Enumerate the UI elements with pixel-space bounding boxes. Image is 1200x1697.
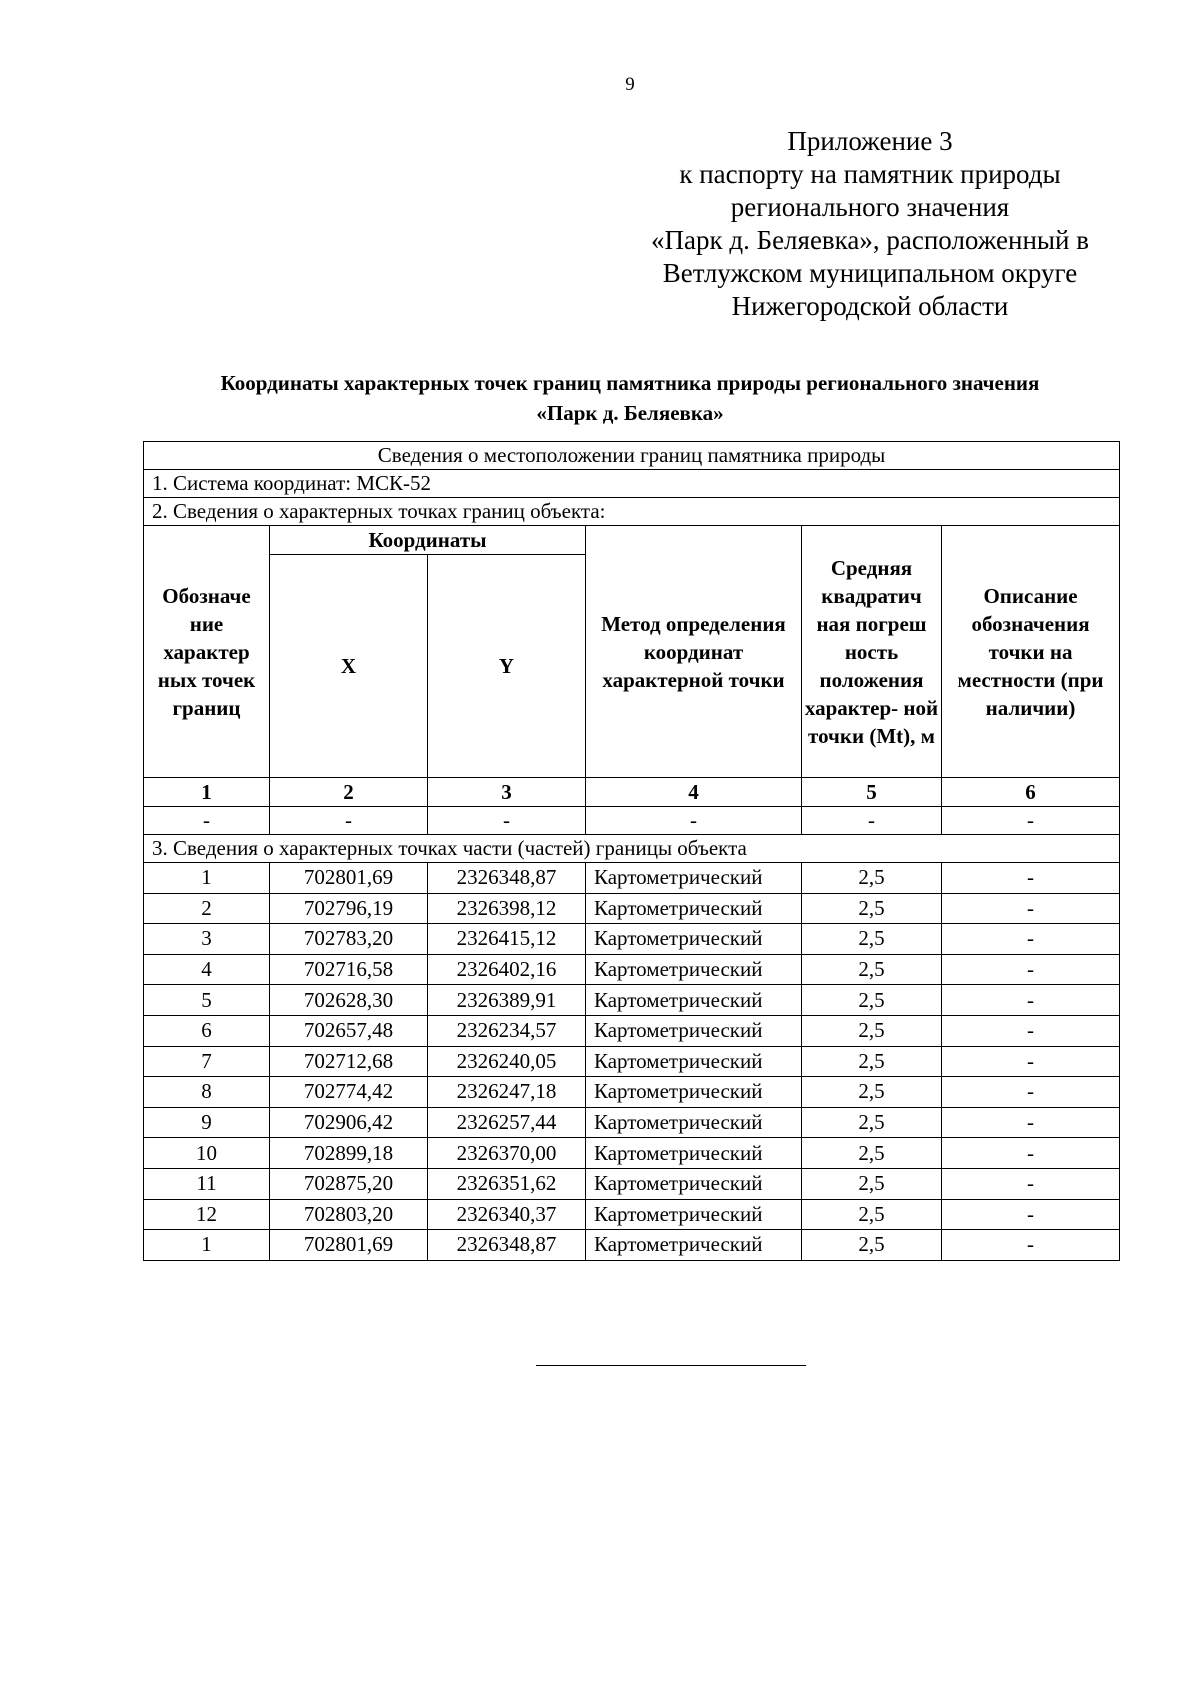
table-row <box>144 1046 1120 1077</box>
y-coordinate-cell: 2326389,91 <box>428 985 586 1016</box>
description-cell: - <box>942 1199 1120 1230</box>
empty-cell: - <box>802 807 942 835</box>
column-number: 4 <box>586 778 802 807</box>
error-cell: 2,5 <box>802 1015 942 1046</box>
method-cell: Картометрический <box>586 1168 802 1199</box>
table-row <box>144 863 1120 894</box>
appendix-line: Приложение 3 <box>787 126 953 156</box>
y-coordinate-cell: 2326415,12 <box>428 924 586 955</box>
point-number-cell: 6 <box>144 1015 270 1046</box>
appendix-line: к паспорту на памятник природы <box>679 159 1061 189</box>
appendix-line: Нижегородской области <box>731 291 1009 321</box>
method-cell: Картометрический <box>586 985 802 1016</box>
table-row <box>144 1077 1120 1108</box>
description-cell: - <box>942 1230 1120 1261</box>
empty-cell: - <box>428 807 586 835</box>
error-cell: 2,5 <box>802 1168 942 1199</box>
title-line: «Парк д. Беляевка» <box>536 401 724 425</box>
empty-cell: - <box>144 807 270 835</box>
method-cell: Картометрический <box>586 1107 802 1138</box>
y-coordinate-cell: 2326351,62 <box>428 1168 586 1199</box>
description-cell: - <box>942 924 1120 955</box>
empty-cell: - <box>942 807 1120 835</box>
point-number-cell: 8 <box>144 1077 270 1108</box>
point-number-cell: 11 <box>144 1168 270 1199</box>
x-coordinate-cell: 702716,58 <box>270 954 428 985</box>
method-cell: Картометрический <box>586 1199 802 1230</box>
x-coordinate-cell: 702899,18 <box>270 1138 428 1169</box>
description-cell: - <box>942 954 1120 985</box>
y-coordinate-cell: 2326240,05 <box>428 1046 586 1077</box>
point-number-cell: 1 <box>144 863 270 894</box>
point-number-cell: 12 <box>144 1199 270 1230</box>
error-cell: 2,5 <box>802 924 942 955</box>
appendix-line: регионального значения <box>730 192 1010 222</box>
description-cell: - <box>942 1015 1120 1046</box>
method-cell: Картометрический <box>586 954 802 985</box>
method-cell: Картометрический <box>586 1046 802 1077</box>
y-coordinate-cell: 2326398,12 <box>428 893 586 924</box>
table-row <box>144 893 1120 924</box>
point-number-cell: 10 <box>144 1138 270 1169</box>
table-row <box>144 1168 1120 1199</box>
x-coordinate-cell: 702774,42 <box>270 1077 428 1108</box>
column-number: 2 <box>270 778 428 807</box>
y-coordinate-cell: 2326348,87 <box>428 863 586 894</box>
empty-cell: - <box>270 807 428 835</box>
y-coordinate-cell: 2326234,57 <box>428 1015 586 1046</box>
column-number: 6 <box>942 778 1120 807</box>
error-cell: 2,5 <box>802 1046 942 1077</box>
header-coordinates: Координаты <box>270 526 586 555</box>
table-row <box>144 954 1120 985</box>
section-3-row: 3. Сведения о характерных точках части (частей) границы объекта <box>144 835 1120 863</box>
x-coordinate-cell: 702803,20 <box>270 1199 428 1230</box>
error-cell: 2,5 <box>802 1230 942 1261</box>
description-cell: - <box>942 1077 1120 1108</box>
coordinates-table <box>143 441 1120 1261</box>
description-cell: - <box>942 985 1120 1016</box>
header-designation: Обозначе ние характер ных точек границ <box>144 526 270 778</box>
y-coordinate-cell: 2326348,87 <box>428 1230 586 1261</box>
table-caption: Сведения о местоположении границ памятника природы <box>144 442 1120 470</box>
appendix-line: Ветлужском муниципальном округе <box>662 258 1078 288</box>
table-row <box>144 1015 1120 1046</box>
error-cell: 2,5 <box>802 1138 942 1169</box>
point-number-cell: 9 <box>144 1107 270 1138</box>
table-row <box>144 985 1120 1016</box>
table-row <box>144 1138 1120 1169</box>
error-cell: 2,5 <box>802 1077 942 1108</box>
x-coordinate-cell: 702801,69 <box>270 1230 428 1261</box>
method-cell: Картометрический <box>586 1015 802 1046</box>
x-coordinate-cell: 702796,19 <box>270 893 428 924</box>
method-cell: Картометрический <box>586 1138 802 1169</box>
title-line: Координаты характерных точек границ памятника природы регионального значения <box>220 371 1040 395</box>
error-cell: 2,5 <box>802 893 942 924</box>
table-row <box>144 1107 1120 1138</box>
method-cell: Картометрический <box>586 1230 802 1261</box>
y-coordinate-cell: 2326370,00 <box>428 1138 586 1169</box>
description-cell: - <box>942 1046 1120 1077</box>
document-title <box>140 368 1120 428</box>
column-number: 1 <box>144 778 270 807</box>
y-coordinate-cell: 2326402,16 <box>428 954 586 985</box>
header-method: Метод определения координат характерной точки <box>586 526 802 778</box>
header-y: Y <box>428 555 586 778</box>
error-cell: 2,5 <box>802 863 942 894</box>
y-coordinate-cell: 2326340,37 <box>428 1199 586 1230</box>
data-rows <box>144 863 1120 1261</box>
x-coordinate-cell: 702628,30 <box>270 985 428 1016</box>
section-2-row: 2. Сведения о характерных точках границ объекта: <box>144 498 1120 526</box>
point-number-cell: 4 <box>144 954 270 985</box>
header-description: Описание обозначения точки на местности (при наличии) <box>942 526 1120 778</box>
appendix-line: «Парк д. Беляевка», расположенный в <box>650 225 1090 255</box>
point-number-cell: 2 <box>144 893 270 924</box>
coordinate-system-row: 1. Система координат: МСК-52 <box>144 470 1120 498</box>
point-number-cell: 7 <box>144 1046 270 1077</box>
description-cell: - <box>942 1107 1120 1138</box>
description-cell: - <box>942 1168 1120 1199</box>
method-cell: Картометрический <box>586 863 802 894</box>
appendix-heading <box>620 125 1120 323</box>
table-row <box>144 1199 1120 1230</box>
page-number: 9 <box>625 74 635 95</box>
y-coordinate-cell: 2326247,18 <box>428 1077 586 1108</box>
table-row <box>144 1230 1120 1261</box>
x-coordinate-cell: 702906,42 <box>270 1107 428 1138</box>
y-coordinate-cell: 2326257,44 <box>428 1107 586 1138</box>
x-coordinate-cell: 702875,20 <box>270 1168 428 1199</box>
header-x: X <box>270 555 428 778</box>
column-number: 3 <box>428 778 586 807</box>
description-cell: - <box>942 863 1120 894</box>
method-cell: Картометрический <box>586 924 802 955</box>
x-coordinate-cell: 702657,48 <box>270 1015 428 1046</box>
x-coordinate-cell: 702712,68 <box>270 1046 428 1077</box>
header-error: Средняя квадратич ная погреш ность положения характер- ной точки (Mt), м <box>802 526 942 778</box>
footer-divider <box>536 1365 806 1366</box>
empty-cell: - <box>586 807 802 835</box>
error-cell: 2,5 <box>802 1199 942 1230</box>
description-cell: - <box>942 1138 1120 1169</box>
method-cell: Картометрический <box>586 893 802 924</box>
method-cell: Картометрический <box>586 1077 802 1108</box>
column-number: 5 <box>802 778 942 807</box>
point-number-cell: 5 <box>144 985 270 1016</box>
point-number-cell: 1 <box>144 1230 270 1261</box>
table-row <box>144 924 1120 955</box>
error-cell: 2,5 <box>802 985 942 1016</box>
error-cell: 2,5 <box>802 954 942 985</box>
x-coordinate-cell: 702783,20 <box>270 924 428 955</box>
description-cell: - <box>942 893 1120 924</box>
x-coordinate-cell: 702801,69 <box>270 863 428 894</box>
point-number-cell: 3 <box>144 924 270 955</box>
error-cell: 2,5 <box>802 1107 942 1138</box>
